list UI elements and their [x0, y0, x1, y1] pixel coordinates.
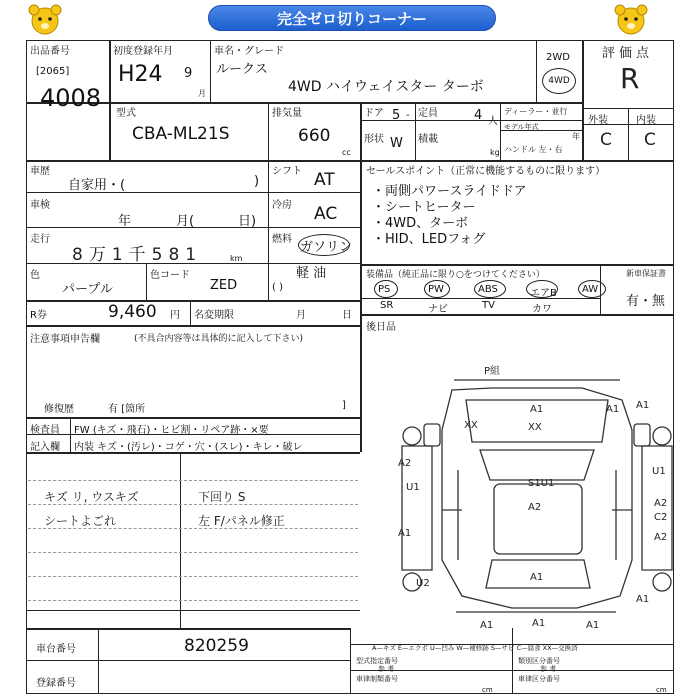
damage-mark: XX	[464, 420, 478, 431]
sales-points-label: セールスポイント（正常に機能するものに限ります）	[366, 166, 606, 177]
damage-mark: U1	[652, 466, 666, 477]
handwritten-note: シートよごれ	[44, 514, 117, 528]
sales-point-item: ・両側パワースライドドア	[372, 184, 527, 199]
usage-close: )	[254, 174, 260, 189]
rating-value: R	[620, 62, 640, 95]
handle-label: ハンドル 左・右	[504, 145, 563, 154]
usage-value: 自家用・(	[68, 178, 126, 193]
equip-circle	[578, 280, 606, 298]
seats-unit: 人	[488, 116, 498, 127]
footer-cm: cm	[482, 686, 493, 694]
damage-legend: A—キズ E—エクボ U—凹み W—補修跡 S—サビ C—腐食 XX—交換済	[372, 644, 578, 652]
first-registration-label: 初度登録年月	[113, 46, 173, 57]
damage-mark: A1	[532, 618, 546, 629]
equip-leather: カワ	[532, 304, 552, 315]
equip-circle	[374, 280, 398, 298]
equip-tv: TV	[482, 300, 495, 311]
recycle-value: 9,460	[108, 302, 157, 322]
inspection-label: 車検	[30, 200, 50, 211]
damage-mark: S1U1	[528, 478, 555, 489]
ac-value: AC	[314, 204, 338, 224]
repair-history-label: 修復歴	[44, 404, 74, 415]
drive-4wd-circled: 4WD	[542, 68, 576, 94]
damage-mark: A1	[606, 404, 620, 415]
rating-label: 評価点	[602, 46, 654, 61]
mileage-value: 8万1千581	[72, 245, 203, 265]
model-year-label: モデル年式	[504, 123, 539, 131]
damage-mark: A1	[586, 620, 600, 631]
model-value: CBA-ML21S	[132, 124, 230, 144]
seats-value: 4	[474, 108, 483, 123]
rear-label: 後日品	[366, 322, 396, 333]
seats-label: 定員	[418, 108, 438, 119]
color-label: 色	[30, 270, 40, 281]
shape-value: W	[390, 136, 403, 151]
fuel-diesel: 軽 油	[296, 266, 327, 281]
shift-label: シフト	[272, 166, 302, 177]
lot-sub-number: [2065]	[36, 66, 70, 77]
equip-navi: ナビ	[428, 304, 448, 315]
shape-label: 形状	[364, 134, 384, 145]
recycle-unit: 円	[170, 310, 180, 321]
equip-aw: AW	[582, 284, 599, 295]
damage-mark: A2	[398, 458, 412, 469]
fuel-gas-circle	[298, 234, 353, 256]
sales-point-item: ・4WD、ターボ	[372, 216, 469, 231]
recycle-label: R券	[30, 310, 47, 321]
first-registration-era: H24	[118, 62, 163, 87]
first-registration-month: 9	[184, 66, 193, 81]
color-value: パープル	[62, 282, 113, 297]
displacement-value: 660	[298, 126, 331, 146]
chassis-number: 820259	[184, 636, 249, 656]
notes-label: 注意事項申告欄	[30, 334, 100, 345]
repair-close: ]	[342, 400, 346, 411]
damage-mark: A1	[480, 620, 494, 631]
damage-mark: A1	[530, 404, 544, 415]
equip-ps: PS	[378, 284, 391, 295]
equip-airbag: エアB	[530, 288, 557, 299]
footer-label: 類別区分番号	[518, 657, 560, 665]
warranty-label: 新車保証書	[626, 269, 666, 278]
handwritten-note: 左 F/パネル修正	[198, 514, 285, 528]
banner-title: 完全ゼロ切りコーナー	[208, 5, 496, 31]
doors-label: ドア	[364, 108, 384, 119]
inspector-row2: 内装 キズ・(汚レ)・コゲ・穴・(スレ)・キレ・破レ	[74, 442, 303, 453]
repair-history-value: 有 [箇所	[108, 404, 146, 415]
damage-mark: U2	[416, 578, 430, 589]
equip-pw: PW	[428, 284, 444, 295]
handwritten-note: キズ リ, ウスキズ	[44, 490, 139, 504]
bear-mascot-icon	[24, 2, 66, 38]
car-name-label: 車名・グレード	[214, 46, 284, 57]
inspection-year: 年	[118, 214, 132, 229]
transfer-day: 日	[342, 310, 352, 321]
equip-circle	[526, 280, 558, 298]
inspection-month: 月(	[176, 214, 195, 229]
footer-label: 型式指定番号	[356, 657, 398, 665]
lot-label: 出品番号	[30, 46, 70, 57]
diagram-top-label: P組	[484, 366, 501, 377]
exterior-label: 外装	[588, 115, 608, 126]
model-label: 型式	[116, 108, 136, 119]
mileage-unit: km	[230, 254, 243, 263]
drive-2wd: 2WD	[546, 52, 570, 63]
inspector-entry-label: 記入欄	[30, 442, 60, 453]
interior-rating: C	[644, 130, 656, 150]
equipment-label: 装備品（純正品に限り○をつけてください）	[366, 270, 545, 280]
damage-mark: C2	[654, 512, 668, 523]
damage-mark: XX	[528, 422, 542, 433]
sales-point-item: ・シートヒーター	[372, 200, 476, 215]
car-name: ルークス	[216, 62, 268, 77]
exterior-rating: C	[600, 130, 612, 150]
fuel-label: 燃料	[272, 234, 292, 245]
inspector-row1: FW (キズ・飛石)・ヒビ割・リペア跡・×要	[74, 425, 269, 436]
mileage-label: 走行	[30, 234, 50, 245]
footer-cm: cm	[656, 686, 667, 694]
doors-value: 5	[392, 108, 401, 123]
damage-mark: A1	[530, 572, 544, 583]
handwritten-note: 下回り S	[198, 490, 246, 504]
lot-number: 4008	[40, 84, 102, 112]
transfer-month: 月	[296, 310, 306, 321]
damage-mark: A1	[398, 528, 412, 539]
shift-value: AT	[314, 170, 335, 190]
inspector-label: 検査員	[30, 425, 60, 436]
damage-mark: A1	[636, 400, 650, 411]
car-grade: 4WD ハイウェイスター ターボ	[288, 79, 484, 95]
equip-circle	[424, 280, 450, 298]
displacement-label: 排気量	[272, 108, 302, 119]
sales-point-item: ・HID、LEDフォグ	[372, 232, 486, 247]
notes-sub: (不具合内容等は具体的に記入して下さい)	[134, 334, 304, 344]
usage-label: 車歴	[30, 166, 50, 177]
ac-label: 冷房	[272, 200, 292, 211]
footer-label: 車律制類番号	[356, 675, 398, 683]
footer-label: 車律区分番号	[518, 675, 560, 683]
car-damage-diagram	[362, 360, 674, 630]
bear-mascot-icon	[610, 2, 652, 38]
load-unit: kg	[490, 148, 500, 157]
color-code: ZED	[210, 278, 238, 293]
equip-circle	[474, 280, 506, 298]
color-code-label: 色コード	[150, 270, 190, 281]
chassis-label: 車台番号	[36, 644, 76, 655]
damage-mark: A1	[636, 594, 650, 605]
transfer-label: 名変期限	[194, 310, 234, 321]
dealer-label: ディーラー・並行	[504, 107, 568, 116]
displacement-unit: cc	[342, 148, 351, 157]
doors-unit: -	[406, 110, 410, 121]
equip-sr: SR	[380, 300, 394, 311]
fuel-other: ( )	[272, 282, 283, 293]
damage-mark: U1	[406, 482, 420, 493]
month-unit: 月	[198, 89, 206, 98]
warranty-value: 有・無	[626, 294, 666, 309]
footer-label: 参 考	[540, 665, 557, 673]
interior-label: 内装	[636, 115, 656, 126]
footer-label: 参 考	[378, 665, 395, 673]
damage-mark: A2	[654, 498, 668, 509]
registration-label: 登録番号	[36, 678, 76, 689]
equip-abs: ABS	[478, 284, 498, 295]
damage-mark: A2	[528, 502, 542, 513]
model-year-unit: 年	[572, 132, 580, 141]
inspection-day: 日)	[238, 214, 257, 229]
load-label: 積載	[418, 134, 438, 145]
fuel-gasoline: ガソリン	[300, 240, 353, 255]
damage-mark: A2	[654, 532, 668, 543]
